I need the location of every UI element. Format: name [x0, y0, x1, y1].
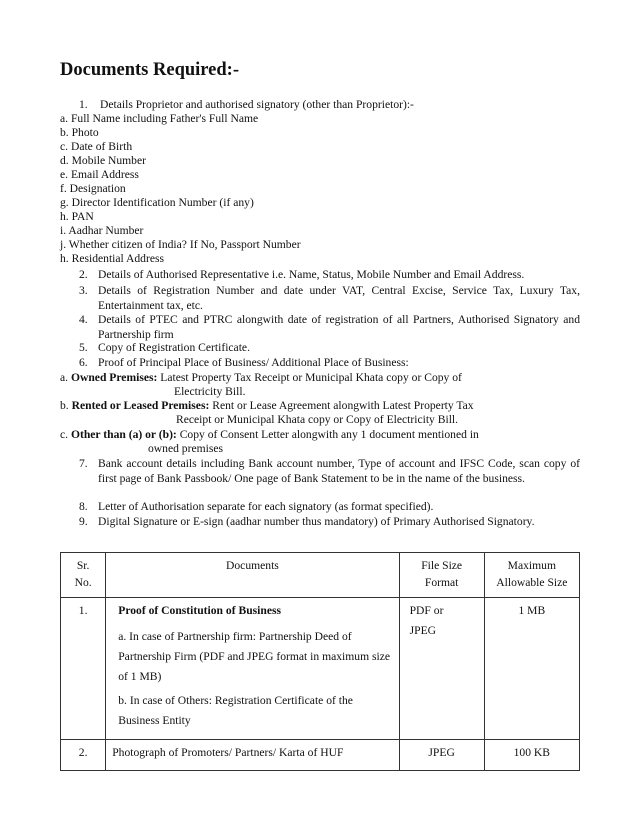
header-text: Maximum — [507, 559, 556, 572]
cell-sr: 1. — [61, 598, 106, 740]
sub-item: h. Residential Address — [60, 252, 165, 265]
table-row — [61, 740, 580, 771]
premises-prefix: b. — [60, 399, 69, 412]
header-documents — [106, 553, 399, 598]
cell-document: Photograph of Promoters/ Partners/ Karta of HUF — [106, 740, 399, 771]
item-text: Copy of Registration Certificate. — [98, 341, 250, 354]
premises-text: Latest Property Tax Receipt or Municipal Khata copy or Copy of — [160, 371, 462, 384]
cell-max-size: 1 MB — [484, 598, 579, 740]
header-text: File Size — [421, 559, 463, 572]
item-text: Details of PTEC and PTRC alongwith date of registration of all Partners, Authorised Signatory and Partnership firm — [98, 313, 580, 341]
cell-format — [399, 598, 484, 740]
cell-document — [106, 598, 399, 740]
cell-max-size: 100 KB — [484, 740, 579, 771]
item-number: 8. — [79, 500, 88, 513]
sub-item: b. Photo — [60, 126, 99, 139]
cell-format: JPEG — [399, 740, 484, 771]
item-number: 1. — [79, 98, 88, 111]
item-number: 4. — [79, 313, 88, 326]
header-text: No. — [74, 576, 92, 589]
premises-text: Copy of Consent Letter alongwith any 1 document mentioned in — [179, 428, 479, 441]
doc-option-a: a. In case of Partnership firm: Partnership Deed of Partnership Firm (PDF and JPEG format in maximum size of 1 MB) — [118, 630, 391, 683]
premises-label: Other than (a) or (b): — [70, 428, 177, 441]
cell-sr: 2. — [61, 740, 106, 771]
item-text: Letter of Authorisation separate for each signatory (as format specified). — [98, 500, 434, 513]
sub-item: e. Email Address — [60, 168, 139, 181]
header-text: Sr. — [76, 559, 90, 572]
doc-title: Proof of Constitution of Business — [118, 604, 281, 617]
premises-rented — [60, 399, 474, 413]
sub-item: f. Designation — [60, 182, 126, 195]
premises-text-cont: Electricity Bill. — [174, 385, 246, 398]
item-text: Details of Authorised Representative i.e. Name, Status, Mobile Number and Email Address. — [98, 268, 525, 281]
sub-item: d. Mobile Number — [60, 154, 146, 167]
header-text: Allowable Size — [496, 576, 568, 589]
sub-item: g. Director Identification Number (if any) — [60, 196, 254, 209]
premises-label: Owned Premises: — [70, 371, 158, 384]
item-text: Bank account details including Bank account number, Type of account and IFSC Code, scan copy of first page of Bank Passbook/ One page of Bank Statement to be in the name of the business. — [98, 457, 580, 485]
table-header-row — [61, 553, 580, 598]
item-text: Details Proprietor and authorised signatory (other than Proprietor):- — [100, 98, 414, 111]
item-text: Digital Signature or E-sign (aadhar number thus mandatory) of Primary Authorised Signatory. — [98, 515, 535, 528]
header-text: Format — [424, 576, 459, 589]
doc-option-b: b. In case of Others: Registration Certificate of the Business Entity — [118, 694, 353, 727]
item-number: 3. — [79, 284, 88, 297]
premises-text-cont: owned premises — [148, 442, 224, 455]
premises-text-cont: Receipt or Municipal Khata copy or Copy of Electricity Bill. — [176, 413, 459, 426]
sub-item: h. PAN — [60, 210, 94, 223]
documents-table — [60, 552, 580, 771]
sub-item: c. Date of Birth — [60, 140, 133, 153]
header-format — [399, 553, 484, 598]
item-number: 2. — [79, 268, 88, 281]
format-text: JPEG — [409, 624, 437, 637]
item-number: 9. — [79, 515, 88, 528]
item-number: 7. — [79, 457, 88, 470]
table-row — [61, 598, 580, 740]
premises-prefix: c. — [60, 428, 69, 441]
item-number: 5. — [79, 341, 88, 354]
item-text: Proof of Principal Place of Business/ Additional Place of Business: — [98, 356, 409, 369]
format-text: PDF or — [409, 604, 444, 617]
premises-other — [60, 428, 479, 442]
header-max-size — [484, 553, 579, 598]
page-title: Documents Required:- — [60, 60, 239, 80]
item-text: Details of Registration Number and date under VAT, Central Excise, Service Tax, Luxury Tax, Entertainment tax, etc. — [98, 284, 580, 312]
premises-owned — [60, 371, 462, 385]
header-sr-no — [61, 553, 106, 598]
item-number: 6. — [79, 356, 88, 369]
premises-label: Rented or Leased Premises: — [71, 399, 210, 412]
sub-item: a. Full Name including Father's Full Name — [60, 112, 259, 125]
premises-prefix: a. — [60, 371, 69, 384]
premises-text: Rent or Lease Agreement alongwith Latest Property Tax — [212, 399, 474, 412]
header-text: Documents — [226, 559, 279, 572]
sub-item: i. Aadhar Number — [60, 224, 144, 237]
sub-item: j. Whether citizen of India? If No, Passport Number — [60, 238, 301, 251]
